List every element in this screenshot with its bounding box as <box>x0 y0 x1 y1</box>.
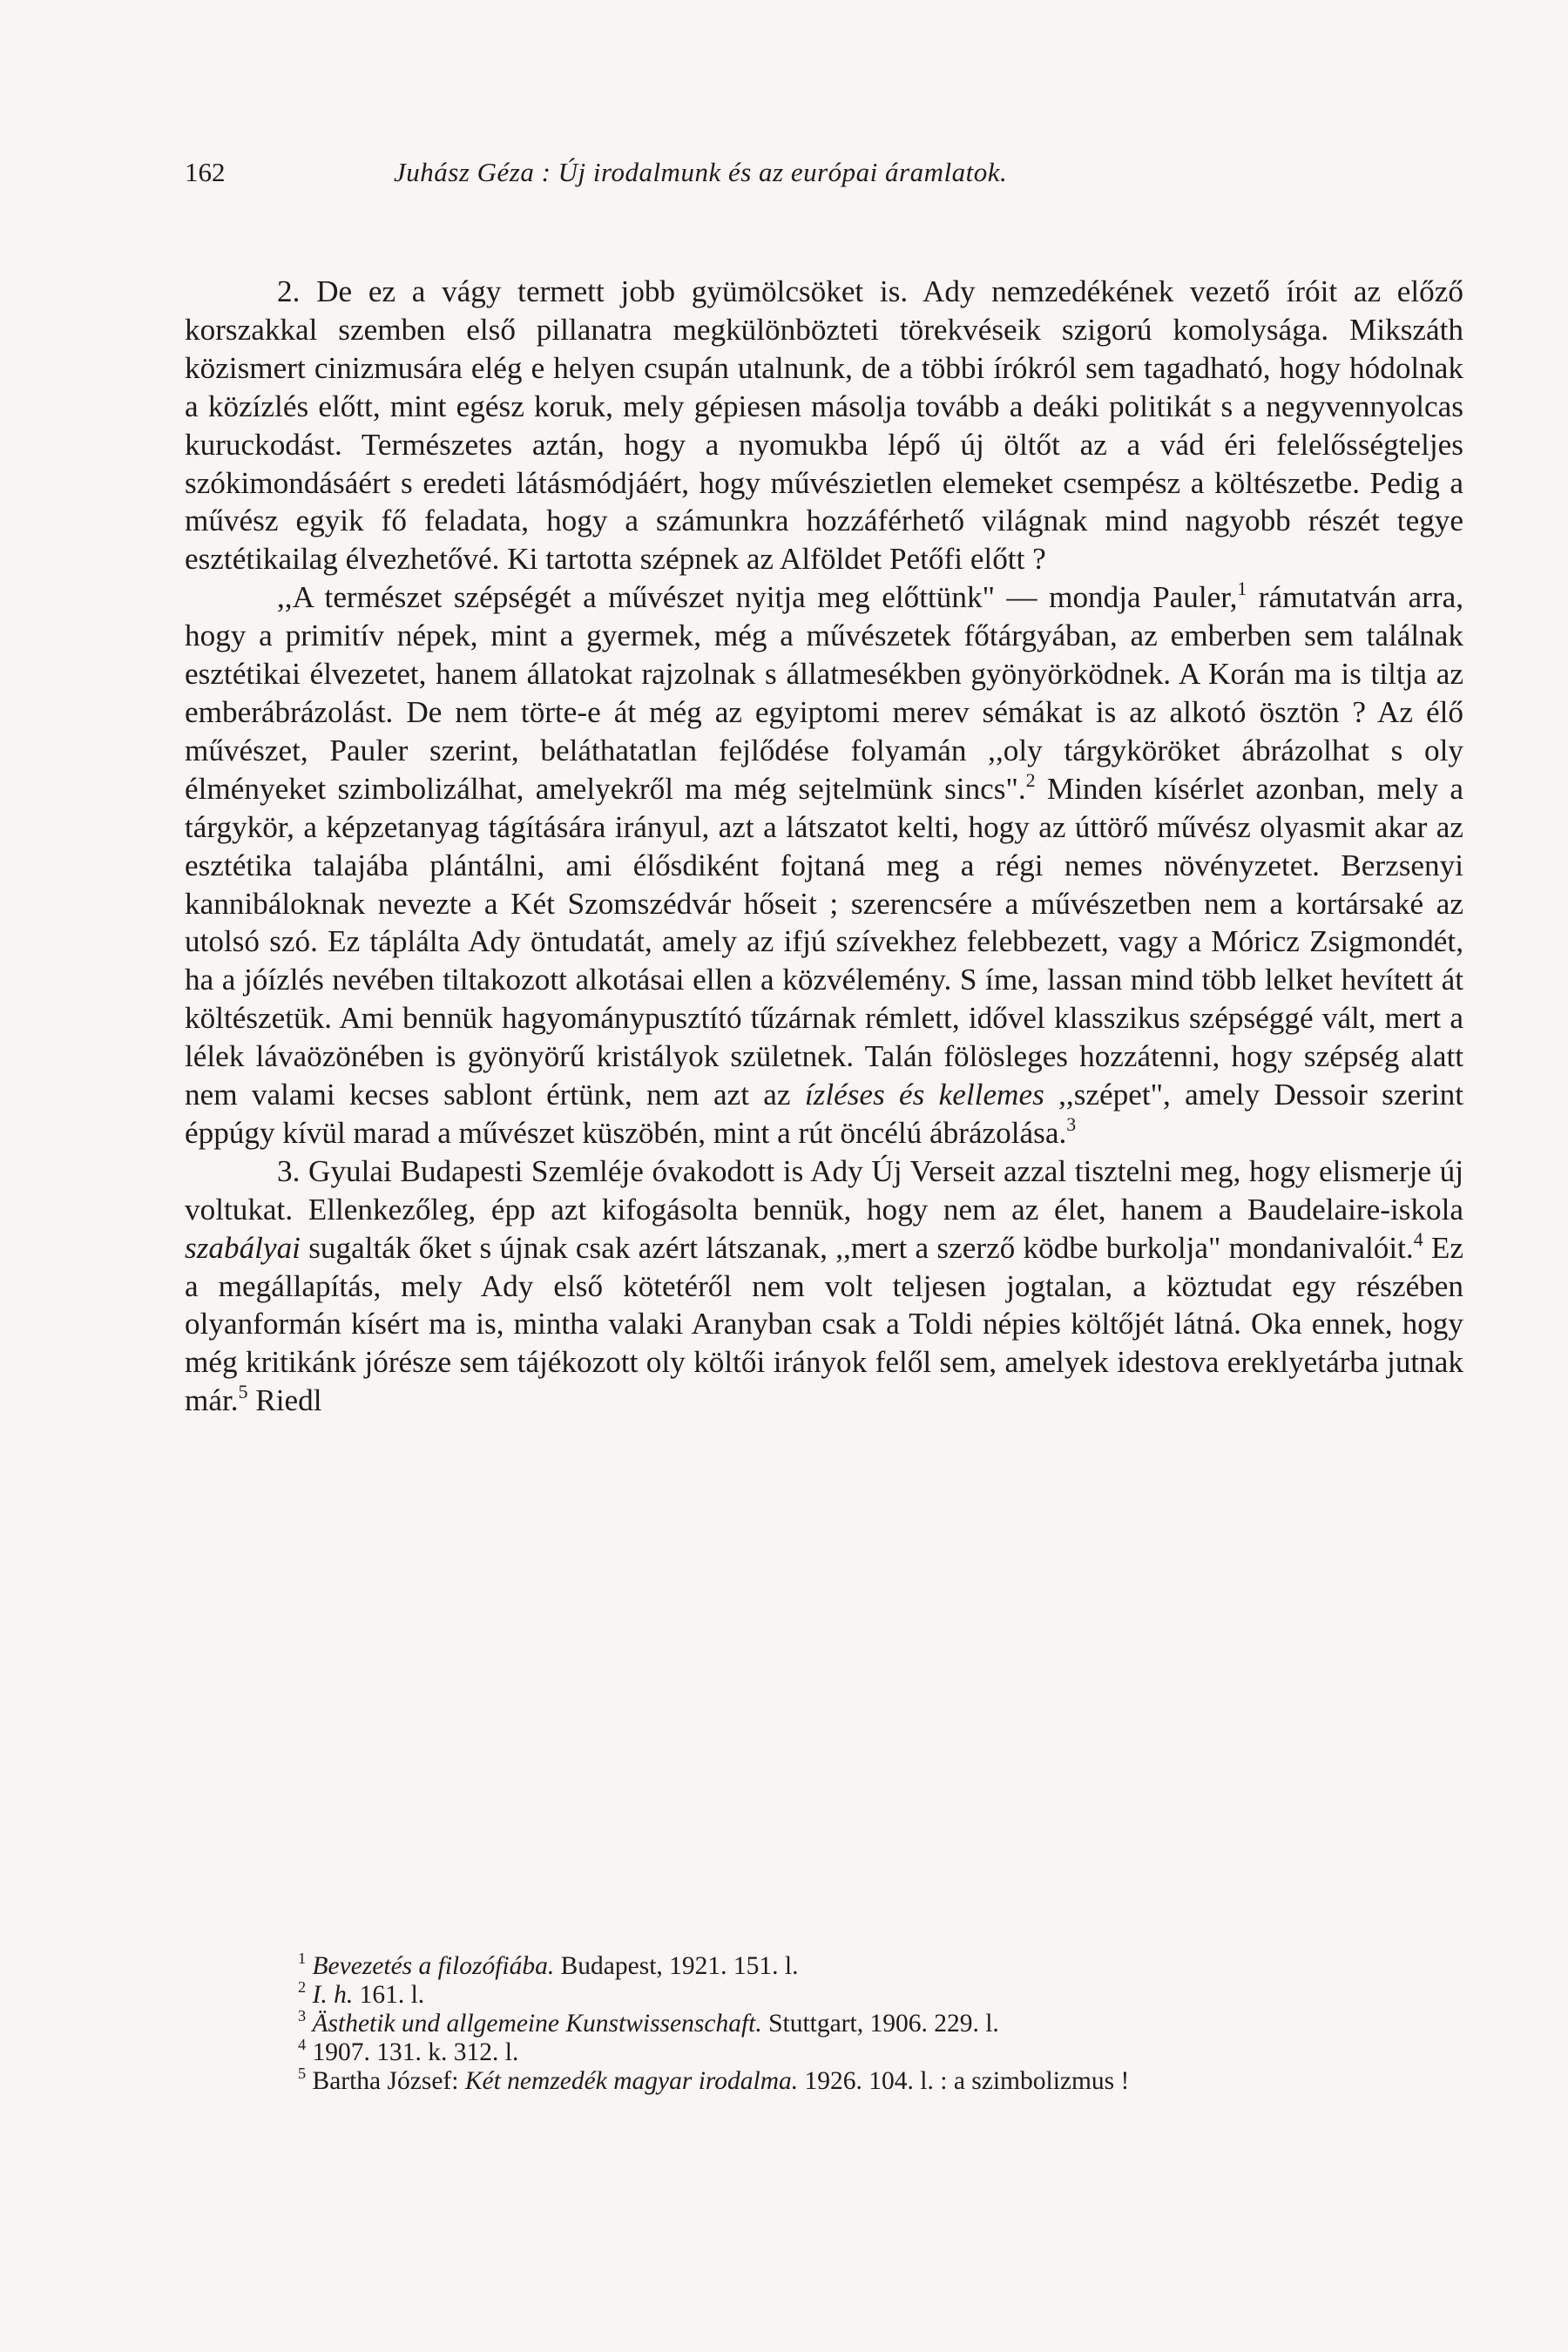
page-number: 162 <box>185 157 226 187</box>
emphasis: ízléses és kellemes <box>804 1078 1044 1112</box>
footnote-title: I. h. <box>312 1981 354 2009</box>
footnote-4 <box>185 2038 1463 2067</box>
main-text <box>185 273 1463 1420</box>
emphasis: szabályai <box>185 1230 301 1265</box>
footnote-text: Stuttgart, 1906. 229. l. <box>761 2010 999 2038</box>
footnote-ref-1[interactable]: 1 <box>1237 578 1247 600</box>
footnote-1 <box>185 1952 1463 1981</box>
footnote-ref-3[interactable]: 3 <box>1066 1113 1077 1135</box>
paragraph-text: ,,A természet szépségét a művészet nyitja meg előttünk" — mondja Pauler, <box>277 580 1238 615</box>
footnote-ref-2[interactable]: 2 <box>1025 769 1036 791</box>
paragraph-2 <box>185 273 1463 578</box>
page-header <box>185 155 1474 190</box>
footnote-2 <box>185 1978 1463 2010</box>
footnotes <box>185 1952 1463 2096</box>
paragraph-pauler <box>185 578 1463 1152</box>
footnote-mark: 1 <box>298 1950 307 1968</box>
footnote-mark: 3 <box>298 2007 307 2025</box>
paragraph-text: sugalták őket s újnak csak azért látszanak, ,,mert a szerző ködbe burkolja" mondanivalóit. <box>300 1230 1414 1265</box>
footnote-3 <box>185 2007 1463 2038</box>
paragraph-text: ,,szépet", amely Dessoir szerint éppúgy kívül marad a művészet küszöbén, mint a rút öncélú ábrázolása. <box>185 1078 1463 1150</box>
footnote-mark: 4 <box>298 2036 307 2054</box>
paragraph-text: rámutatván arra, hogy a primitív népek, mint a gyermek, még a művészetek főtárgyában, az emberben sem találnak esztétikai élvezetet, hanem állatokat rajzolnak s állatmesékben gyönyörködnek. A Korán ma is tiltja az emberábrázolást. De nem törte-e át még az egyiptomi merev sémákat is az alkotó ösztön ? Az élő művészet, Pauler szerint, beláthatatlan fejlődése folyamán ,,oly tárgyköröket ábrázolhat s oly élményeket szimbolizálhat, amelyekről ma még sejtelmünk sincs". <box>185 580 1463 806</box>
paragraph-text: Riedl <box>247 1383 322 1418</box>
running-title: Juhász Géza : Új irodalmunk és az európai áramlatok. <box>394 157 1008 187</box>
footnote-title: Bevezetés a filozófiába. <box>312 1952 555 1980</box>
paragraph-3 <box>185 1152 1463 1420</box>
footnote-mark: 2 <box>298 1978 307 1997</box>
footnote-5 <box>185 2067 1463 2096</box>
paragraph-text: Minden kísérlet azonban, mely a tárgykör, a képzetanyag tágítására irányul, azt a látszatot kelti, hogy az úttörő művész olyasmit akar az esztétika talajába plántálni, ami élősdiként fojtaná meg a régi nemes növényzetet. Berzsenyi kannibáloknak nevezte a Két Szomszédvár hőseit ; szerencsére a művészetben nem a kortársaké az utolsó szó. Ez táplálta Ady öntudatát, amely az ifjú szívekhez felebbezett, vagy a Móricz Zsigmondét, ha a jóízlés nevében tiltakozott alkotásai ellen a közvélemény. S íme, lassan mind több lelket hevített át költészetük. Ami bennük hagyománypusztító tűzárnak rémlett, idővel klasszikus szépséggé vált, mert a lélek lávaözönében is gyönyörű kristályok születnek. Talán fölösleges hozzátenni, hogy szépség alatt nem valami kecses sablont értünk, nem azt az <box>185 771 1463 1112</box>
footnote-text: Budapest, 1921. 151. l. <box>554 1952 799 1980</box>
footnote-ref-5[interactable]: 5 <box>238 1382 248 1403</box>
footnote-mark: 5 <box>298 2065 307 2083</box>
footnote-author: Bartha József: <box>312 2067 465 2095</box>
footnote-title: Ästhetik und allgemeine Kunstwissenschaft. <box>312 2010 762 2038</box>
footnote-ref-4[interactable]: 4 <box>1413 1228 1423 1250</box>
footnote-text: 1907. 131. k. 312. l. <box>312 2038 519 2066</box>
paragraph-text: 3. Gyulai Budapesti Szemléje óvakodott is Ady Új Verseit azzal tisztelni meg, hogy elismerje új voltukat. Ellenkezőleg, épp azt kifogásolta bennük, hogy nem az élet, hanem a Baudelaire-iskola <box>185 1153 1463 1227</box>
paragraph-text: 2. De ez a vágy termett jobb gyümölcsöket is. Ady nemzedékének vezető íróit az előző korszakkal szemben első pillanatra megkülönbözteti törekvéseik szigorú komolysága. Mikszáth közismert cinizmusára elég e helyen csupán utalnunk, de a többi írókról sem tagadható, hogy hódolnak a közízlés előtt, mint egész koruk, mely gépiesen másolja tovább a deáki politikát s a negyvennyolcas kuruckodást. Természetes aztán, hogy a nyomukba lépő új öltőt az a vád éri felelősségteljes szókimondásáért s eredeti látásmódjáért, hogy művészietlen elemeket csempész a költészetbe. Pedig a művész egyik fő feladata, hogy a számunkra hozzáférhető világnak mind nagyobb részét tegye esztétikailag élvezhetővé. Ki tartotta szépnek az Alföldet Petőfi előtt ? <box>185 274 1463 577</box>
footnote-text: 161. l. <box>353 1981 425 2009</box>
paragraph-text: Ez a megállapítás, mely Ady első kötetéről nem volt teljesen jogtalan, a köztudat egy részében olyanformán kísért ma is, mintha valaki Aranyban csak a Toldi népies költőjét látná. Oka ennek, hogy még kritikánk jórésze sem tájékozott oly költői irányok felől sem, amelyek idestova ereklyetárba jutnak már. <box>185 1230 1463 1418</box>
footnote-title: Két nemzedék magyar irodalma. <box>464 2067 799 2095</box>
footnote-text: 1926. 104. l. : a szimbolizmus ! <box>798 2067 1130 2095</box>
